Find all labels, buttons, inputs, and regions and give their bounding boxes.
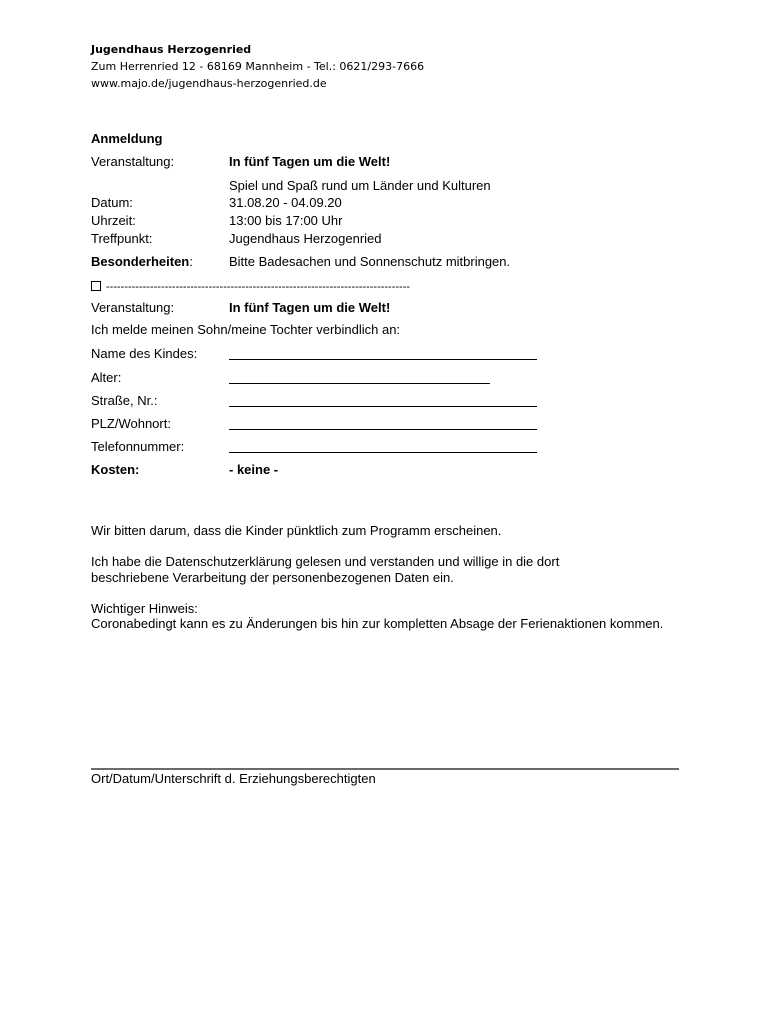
signature-label: Ort/Datum/Unterschrift d. Erziehungsberechtigten xyxy=(91,771,376,786)
form-intro: Ich melde meinen Sohn/meine Tochter verbindlich an: xyxy=(91,322,401,337)
date-value: 31.08.20 - 04.09.20 xyxy=(229,195,342,210)
phone-label: Telefonnummer: xyxy=(91,439,185,454)
org-name: Jugendhaus Herzogenried xyxy=(91,43,252,56)
cost-label: Kosten: xyxy=(91,462,140,477)
event-label: Veranstaltung: xyxy=(91,154,175,169)
special-notes-value: Bitte Badesachen und Sonnenschutz mitbringen. xyxy=(229,254,511,269)
privacy-consent: Ich habe die Datenschutzerklärung gelesen und verstanden und willige in die dort beschriebene Verarbeitung der personenbezogenen Daten ein. xyxy=(91,554,560,585)
age-field[interactable] xyxy=(229,383,490,384)
cut-line xyxy=(91,279,410,295)
section-title: Anmeldung xyxy=(91,131,163,146)
form-event-label: Veranstaltung: xyxy=(91,300,175,315)
special-notes-label xyxy=(91,254,193,270)
form-event-name: In fünf Tagen um die Welt! xyxy=(229,300,391,315)
org-website: www.majo.de/jugendhaus-herzogenried.de xyxy=(91,77,327,90)
signature-line[interactable] xyxy=(91,768,679,770)
city-field[interactable] xyxy=(229,429,537,430)
special-notes-colon: : xyxy=(189,254,193,269)
cut-line-dashes: ----------------------------------------------------------------------------------- xyxy=(106,281,411,293)
child-name-label: Name des Kindes: xyxy=(91,346,198,361)
org-address: Zum Herrenried 12 - 68169 Mannheim - Tel.: 0621/293-7666 xyxy=(91,60,425,73)
city-label: PLZ/Wohnort: xyxy=(91,416,171,431)
street-field[interactable] xyxy=(229,406,537,407)
meeting-value: Jugendhaus Herzogenried xyxy=(229,231,382,246)
street-label: Straße, Nr.: xyxy=(91,393,158,408)
time-value: 13:00 bis 17:00 Uhr xyxy=(229,213,343,228)
date-label: Datum: xyxy=(91,195,133,210)
event-subtitle: Spiel und Spaß rund um Länder und Kulturen xyxy=(229,178,491,193)
event-name: In fünf Tagen um die Welt! xyxy=(229,154,391,169)
punctuality-note: Wir bitten darum, dass die Kinder pünktlich zum Programm erscheinen. xyxy=(91,523,502,538)
special-notes-label-text: Besonderheiten xyxy=(91,254,190,269)
hint-text: Coronabedingt kann es zu Änderungen bis hin zur kompletten Absage der Ferienaktionen kommen. xyxy=(91,616,664,631)
phone-field[interactable] xyxy=(229,452,537,453)
time-label: Uhrzeit: xyxy=(91,213,136,228)
cost-value: - keine - xyxy=(229,462,279,477)
age-label: Alter: xyxy=(91,370,122,385)
child-name-field[interactable] xyxy=(229,359,537,360)
meeting-label: Treffpunkt: xyxy=(91,231,153,246)
checkbox-icon[interactable] xyxy=(91,281,101,291)
hint-title: Wichtiger Hinweis: xyxy=(91,601,198,616)
